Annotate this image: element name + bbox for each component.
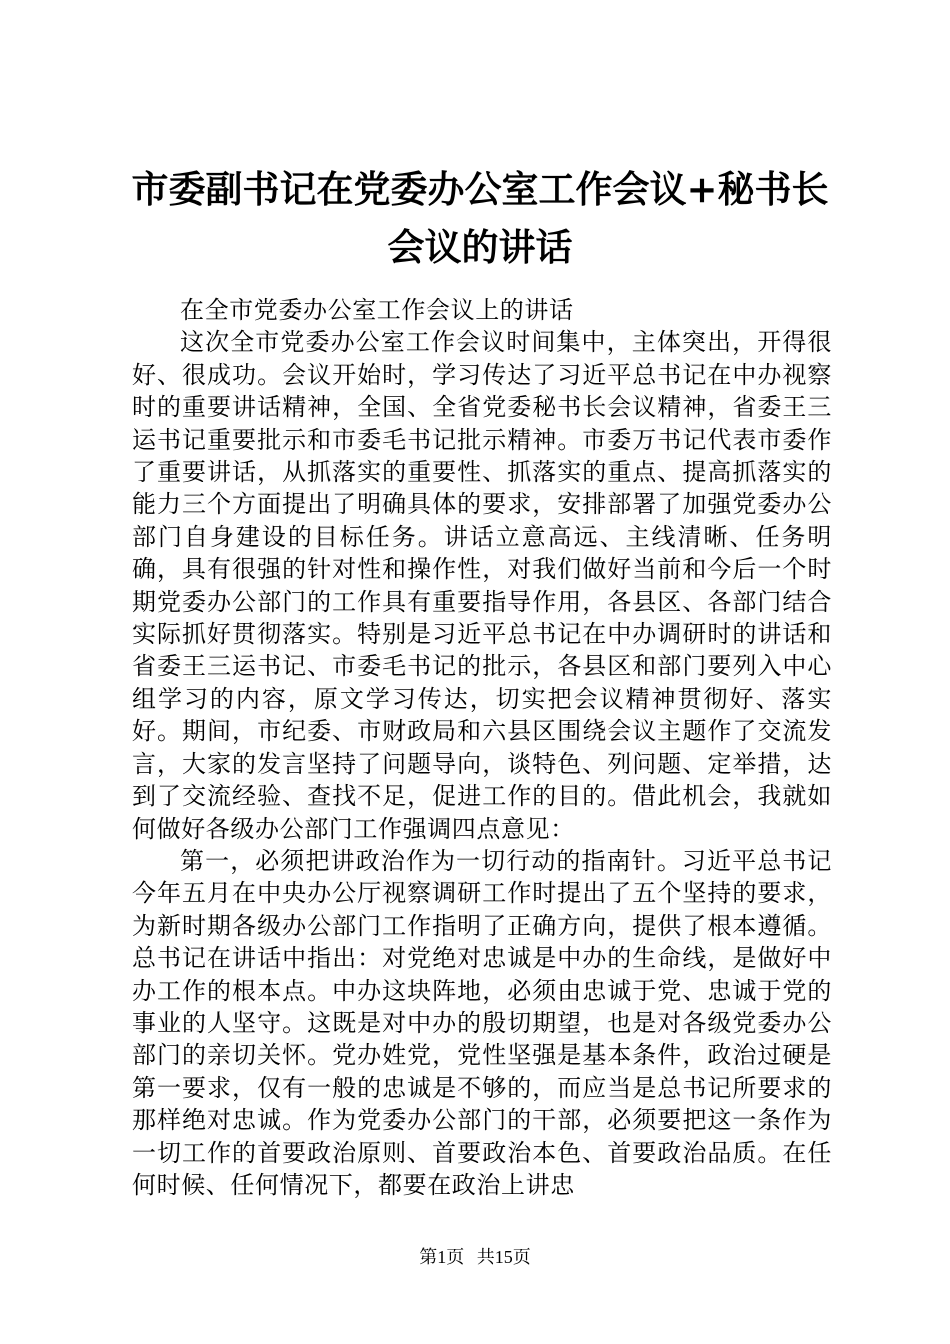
subtitle-paragraph: 在全市党委办公室工作会议上的讲话	[180, 296, 574, 324]
body-paragraph: 这次全市党委办公室工作会议时间集中，主体突出，开得很好、很成功。会议开始时，学习传达了习近平总书记在中办视察时的重要讲话精神，全国、全省党委秘书长会议精神，省委王三运书记重要批示和市委毛书记批示精神。市委万书记代表市委作了重要讲话，从抓落实的重要性、抓落实的重点、提高抓落实的能力三个方面提出了明确具体的要求，安排部署了加强党委办公部门自身建设的目标任务。讲话立意高远、主线清晰、任务明确，具有很强的针对性和操作性，对我们做好当前和今后一个时期党委办公部门的工作具有重要指导作用，各县区、各部门结合实际抓好贯彻落实。特别是习近平总书记在中办调研时的讲话和省委王三运书记、市委毛书记的批示，各县区和部门要列入中心组学习的内容，原文学习传达，切实把会议精神贯彻好、落实好。期间，市纪委、市财政局和六县区围绕会议主题作了交流发言，大家的发言坚持了问题导向，谈特色、列问题、定举措，达到了交流经验、查找不足，促进工作的目的。借此机会，我就如何做好各级办公部门工作强调四点意见：	[132, 328, 832, 843]
page-total: 共15页	[476, 1247, 531, 1267]
page-number: 第1页	[419, 1247, 465, 1267]
page-footer	[0, 1243, 950, 1269]
document-title: 市委副书记在党委办公室工作会议+秘书长会议的讲话	[131, 167, 829, 269]
body-paragraph: 第一，必须把讲政治作为一切行动的指南针。习近平总书记今年五月在中央办公厅视察调研工作时提出了五个坚持的要求，为新时期各级办公部门工作指明了正确方向，提供了根本遵循。总书记在讲话中指出：对党绝对忠诚是中办的生命线，是做好中办工作的根本点。中办这块阵地，必须由忠诚于党、忠诚于党的事业的人坚守。这既是对中办的殷切期望，也是对各级党委办公部门的亲切关怀。党办姓党，党性坚强是基本条件，政治过硬是第一要求，仅有一般的忠诚是不够的，而应当是总书记所要求的那样绝对忠诚。作为党委办公部门的干部，必须要把这一条作为一切工作的首要政治原则、首要政治本色、首要政治品质。在任何时候、任何情况下，都要在政治上讲忠	[132, 846, 832, 1199]
document-body	[132, 294, 832, 1201]
